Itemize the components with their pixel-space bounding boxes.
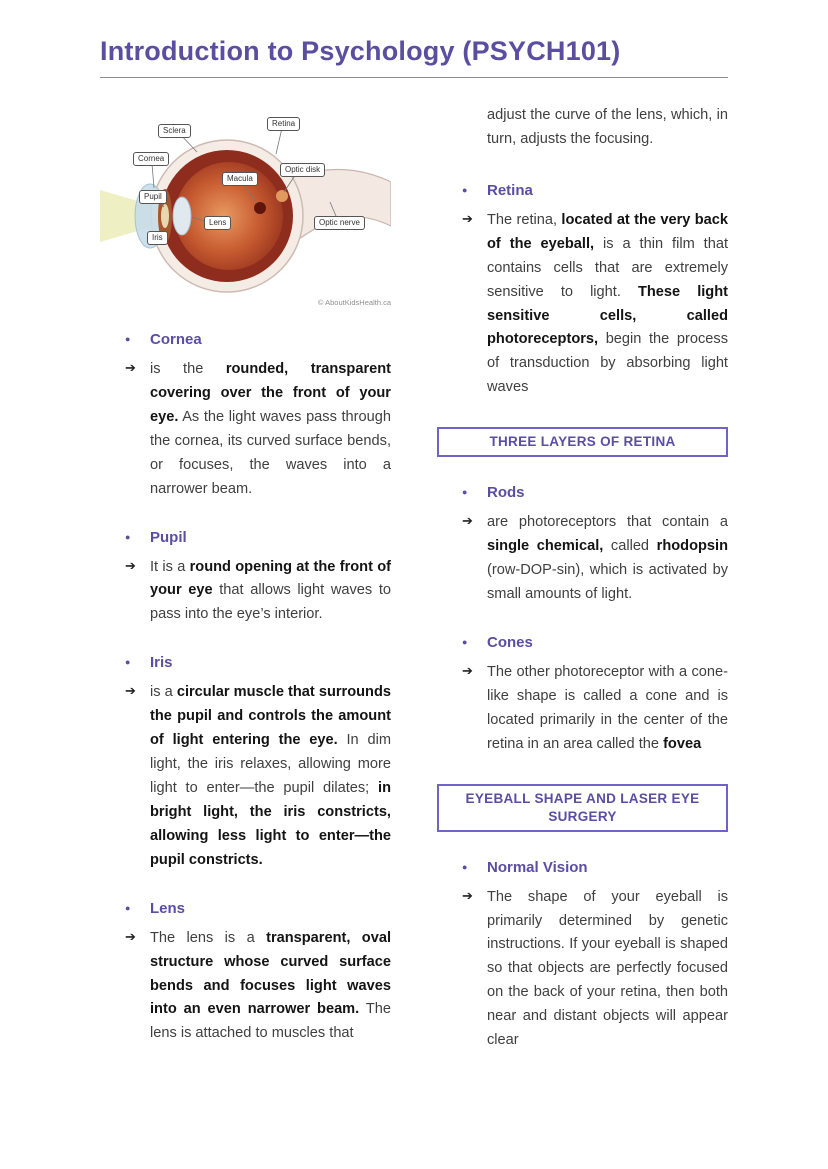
macula-shape <box>254 202 266 214</box>
text: begin the process of transduction by absorbing light waves <box>487 331 728 396</box>
text: The retina, <box>487 211 562 228</box>
section-title: Retina <box>487 181 533 199</box>
arrow-icon: ➔ <box>125 928 136 944</box>
diagram-label-retina: Retina <box>267 117 300 131</box>
title-rule <box>100 77 728 78</box>
right-column-blocks <box>437 104 728 1053</box>
bullet-icon: ● <box>125 657 131 668</box>
section-body <box>462 209 728 400</box>
section-lens <box>100 900 391 1047</box>
diagram-label-cornea: Cornea <box>133 152 169 166</box>
boxed-header-eyeball-shape-and-laser-eye-surgery <box>437 784 728 832</box>
arrow-icon: ➔ <box>462 662 473 678</box>
text: called <box>603 538 657 555</box>
eye-diagram-illustration <box>100 104 391 309</box>
paragraph <box>487 886 728 1053</box>
bold-text: rounded, transparent covering over the front of your eye. <box>150 361 392 425</box>
arrow-icon: ➔ <box>125 557 136 573</box>
section-cones <box>437 634 728 757</box>
section-pupil <box>100 529 391 628</box>
eye-anatomy-diagram <box>100 104 391 309</box>
image-credit-caption: © AboutKidsHealth.ca <box>317 298 391 307</box>
bold-text: These light sensitive cells, called photoreceptors, <box>487 283 728 348</box>
section-title: Cones <box>487 633 533 651</box>
section-title: Iris <box>150 654 173 672</box>
bold-text: round opening at the front of your eye <box>150 558 391 599</box>
text: that allows light waves to pass into the eye’s interior. <box>150 582 391 623</box>
bullet-icon: ● <box>125 334 131 344</box>
paragraph <box>487 104 728 152</box>
diagram-label-sclera: Sclera <box>158 124 191 138</box>
section-title: Lens <box>150 899 186 917</box>
bold-text: circular muscle that surrounds the pupil and controls the amount of light entering the eye. <box>150 684 392 749</box>
text: As the light waves pass through the cornea, its curved surface bends, or focuses, the waves into a narrower beam. <box>150 408 391 497</box>
diagram-label-macula: Macula <box>222 172 258 186</box>
boxed-header-three-layers-of-retina <box>437 427 728 457</box>
paragraph <box>487 511 728 607</box>
section-heading <box>462 484 728 501</box>
text: are photoreceptors that contain a <box>487 514 728 531</box>
section-heading <box>462 634 728 651</box>
two-column-layout <box>100 104 728 1080</box>
bold-text: rhodopsin <box>656 538 729 555</box>
paragraph <box>150 681 391 872</box>
bold-text: transparent, oval structure whose curved surface bends and focuses light waves into an even narrower beam. <box>150 929 391 1018</box>
continuation-paragraph <box>437 104 728 152</box>
bold-text: fovea <box>663 735 702 752</box>
section-heading <box>125 654 391 671</box>
section-retina <box>437 182 728 400</box>
section-cornea <box>100 331 391 502</box>
text: The shape of your eyeball is primarily determined by genetic instructions. If your eyeball is shaped so that objects are perfectly focused on the back of your retina, then both near and distant objects will appear clear <box>487 888 728 1049</box>
section-body <box>462 661 728 757</box>
text: adjust the curve of the lens, which, in turn, adjusts the focusing. <box>487 107 728 147</box>
bullet-icon: ● <box>125 902 131 913</box>
text: (row-DOP-sin), which is activated by small amounts of light. <box>487 562 728 602</box>
bullet-icon: ● <box>462 861 468 872</box>
right-column <box>437 104 728 1080</box>
diagram-label-optic-disk: Optic disk <box>280 163 325 177</box>
text: In dim light, the iris relaxes, allowing more light to enter—the pupil dilates; <box>150 732 391 796</box>
bullet-icon: ● <box>125 531 131 542</box>
text: The lens is a <box>150 929 267 946</box>
section-normal-vision <box>437 859 728 1053</box>
diagram-label-pupil: Pupil <box>139 190 167 204</box>
paragraph <box>150 358 391 502</box>
bold-text: single chemical, <box>487 538 604 555</box>
diagram-label-optic-nerve: Optic nerve <box>314 216 365 230</box>
section-heading <box>125 331 391 348</box>
text: is a thin film that contains cells that are extremely sensitive to light. <box>487 235 728 300</box>
section-title: Normal Vision <box>487 858 588 876</box>
section-body <box>125 681 391 872</box>
boxed-header-text: EYEBALL SHAPE AND LASER EYE SURGERY <box>465 790 700 824</box>
bullet-icon: ● <box>462 636 468 647</box>
section-rods <box>437 484 728 607</box>
page-title: Introduction to Psychology (PSYCH101) <box>100 36 621 66</box>
bullet-icon: ● <box>462 487 468 498</box>
section-body <box>125 927 391 1047</box>
paragraph <box>150 556 391 628</box>
section-heading <box>462 859 728 876</box>
section-body <box>462 511 728 607</box>
paragraph <box>150 927 391 1047</box>
text: is the <box>150 361 226 377</box>
lens-shape <box>173 197 191 235</box>
arrow-icon: ➔ <box>462 887 473 903</box>
section-heading <box>125 900 391 917</box>
arrow-icon: ➔ <box>125 683 136 699</box>
boxed-header-text: THREE LAYERS OF RETINA <box>489 434 676 450</box>
section-heading <box>125 529 391 546</box>
section-iris <box>100 654 391 872</box>
section-body <box>462 886 728 1053</box>
section-title: Cornea <box>150 331 202 348</box>
bullet-icon: ● <box>462 184 468 195</box>
pupil-shape <box>161 204 169 228</box>
diagram-label-iris: Iris <box>147 231 168 245</box>
section-body <box>125 358 391 502</box>
diagram-label-lens: Lens <box>204 216 231 230</box>
paragraph <box>487 209 728 400</box>
bold-text: in bright light, the iris constricts, allowing less light to enter—the pupil constricts. <box>150 779 391 868</box>
section-heading <box>462 182 728 199</box>
text: is a <box>150 684 177 701</box>
text: The other photoreceptor with a cone-like shape is called a cone and is located primarily in the center of the retina in an area called the <box>487 663 728 752</box>
arrow-icon: ➔ <box>462 210 473 226</box>
text: The lens is attached to muscles that <box>150 1001 391 1042</box>
optic-disk-shape <box>276 190 288 202</box>
paragraph <box>487 661 728 757</box>
left-column <box>100 104 391 1080</box>
section-title: Rods <box>487 484 525 502</box>
section-body <box>125 556 391 628</box>
section-title: Pupil <box>150 528 187 546</box>
bold-text: located at the very back of the eyeball, <box>487 211 728 252</box>
text: It is a <box>150 558 190 575</box>
arrow-icon: ➔ <box>125 360 136 375</box>
left-column-blocks <box>100 331 391 1046</box>
arrow-icon: ➔ <box>462 513 473 529</box>
